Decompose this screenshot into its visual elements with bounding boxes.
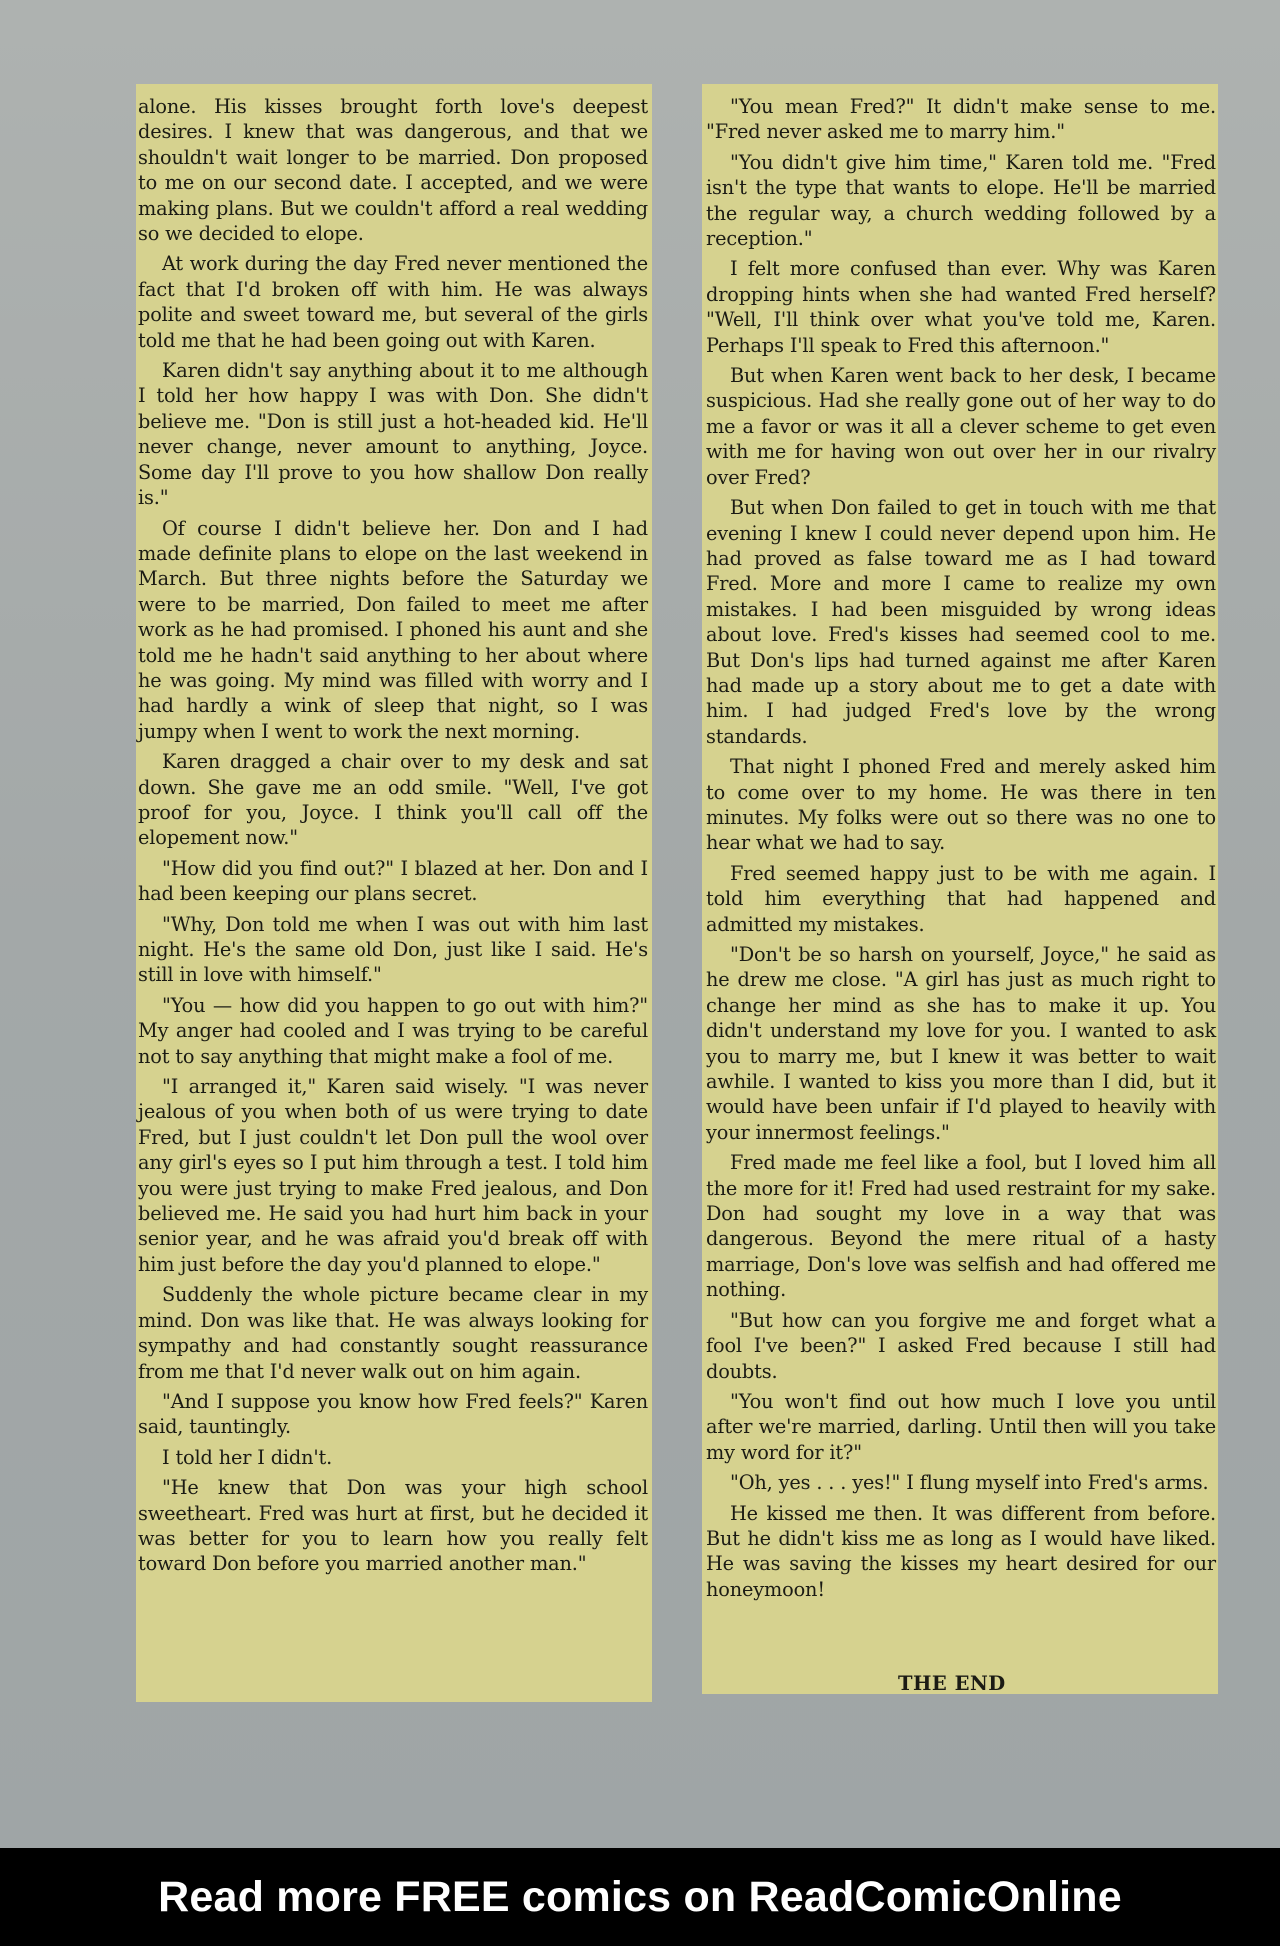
- story-paragraph: alone. His kisses brought forth love's deepest desires. I knew that was dangerous, and that we shouldn't wait longer to be married. Don proposed to me on our second date. I accepted, and we were making plans. But we couldn't afford a real wedding so we decided to elope.: [138, 95, 648, 246]
- story-paragraph: "Why, Don told me when I was out with him last night. He's the same old Don, just like I said. He's still in love with himself.": [138, 912, 648, 987]
- story-paragraph: At work during the day Fred never mentioned the fact that I'd broken off with him. He was always polite and sweet toward me, but several of the girls told me that he had been going out with Karen.: [138, 252, 648, 352]
- story-paragraph: "Don't be so harsh on yourself, Joyce," he said as he drew me close. "A girl has just as much right to change her mind as she has to make it up. You didn't understand my love for you. I wanted to ask you to marry me, but I knew it was better to wait awhile. I wanted to kiss you more than I did, but it would have been unfair if I'd played to heavily with your innermost feelings.": [706, 943, 1216, 1144]
- story-paragraph: He kissed me then. It was different from before. But he didn't kiss me as long as I would have liked. He was saving the kisses my heart desired for our honeymoon!: [706, 1501, 1216, 1601]
- story-paragraph: Fred seemed happy just to be with me again. I told him everything that had happened and admitted my mistakes.: [706, 861, 1216, 936]
- the-end-label: THE END: [898, 1672, 1006, 1695]
- story-paragraph: "But how can you forgive me and forget what a fool I've been?" I asked Fred because I still had doubts.: [706, 1308, 1216, 1383]
- story-paragraph: But when Karen went back to her desk, I became suspicious. Had she really gone out of her way to do me a favor or was it all a clever scheme to get even with me for having won out over her in our rivalry over Fred?: [706, 364, 1216, 489]
- story-paragraph: I told her I didn't.: [162, 1445, 333, 1469]
- story-column-right: [702, 84, 1218, 1694]
- story-paragraph: Fred made me feel like a fool, but I loved him all the more for it! Fred had used restraint for my sake. Don had sought my love in a way that was dangerous. Beyond the mere ritual of a hasty marriage, Don's love was selfish and had offered me nothing.: [706, 1151, 1216, 1302]
- story-paragraph: "How did you find out?" I blazed at her. Don and I had been keeping our plans secret.: [138, 856, 648, 906]
- story-paragraph: That night I phoned Fred and merely asked him to come over to my home. He was there in ten minutes. My folks were out so there was no one to hear what we had to say.: [706, 755, 1216, 855]
- story-paragraph: "And I suppose you know how Fred feels?" Karen said, tauntingly.: [138, 1389, 648, 1439]
- story-paragraph: Suddenly the whole picture became clear in my mind. Don was like that. He was always looking for sympathy and had constantly sought reassurance from me that I'd never walk out on him again.: [138, 1283, 648, 1383]
- story-paragraph: Karen didn't say anything about it to me although I told her how happy I was with Don. She didn't believe me. "Don is still just a hot-headed kid. He'll never change, never amount to anything, Joyce. Some day I'll prove to you how shallow Don really is.": [138, 359, 648, 510]
- story-paragraph: But when Don failed to get in touch with me that evening I knew I could never depend upon him. He had proved as false toward me as I had toward Fred. More and more I came to realize my own mistakes. I had been misguided by wrong ideas about love. Fred's kisses had seemed cool to me. But Don's lips had turned against me after Karen had made up a story about me to get a date with him. I had judged Fred's love by the wrong standards.: [706, 496, 1216, 748]
- story-paragraph: "You mean Fred?" It didn't make sense to me. "Fred never asked me to marry him.": [706, 95, 1216, 144]
- story-column-left: [136, 84, 652, 1702]
- story-paragraph: "I arranged it," Karen said wisely. "I was never jealous of you when both of us were trying to date Fred, but I just couldn't let Don pull the wool over any girl's eyes so I put him through a test. I told him you were just trying to make Fred jealous, and Don believed me. He said you had hurt him back in your senior year, and he was afraid you'd break off with him just before the day you'd planned to elope.": [138, 1075, 648, 1276]
- story-paragraph: I felt more confused than ever. Why was Karen dropping hints when she had wanted Fred herself? "Well, I'll think over what you've told me, Karen. Perhaps I'll speak to Fred this afternoon.": [706, 257, 1216, 357]
- story-paragraph: "You — how did you happen to go out with him?" My anger had cooled and I was trying to be careful not to say anything that might make a fool of me.: [138, 993, 648, 1068]
- story-paragraph: Of course I didn't believe her. Don and I had made definite plans to elope on the last weekend in March. But three nights before the Saturday we were to be married, Don failed to meet me after work as he had promised. I phoned his aunt and she told me he hadn't said anything to her about where he was going. My mind was filled with worry and I had hardly a wink of sleep that night, so I was jumpy when I went to work the next morning.: [138, 516, 648, 743]
- story-paragraph: "You won't find out how much I love you until after we're married, darling. Until then will you take my word for it?": [706, 1389, 1216, 1464]
- story-paragraph: Karen dragged a chair over to my desk and sat down. She gave me an odd smile. "Well, I've got proof for you, Joyce. I think you'll call off the elopement now.": [138, 750, 648, 850]
- promo-banner[interactable]: Read more FREE comics on ReadComicOnline: [0, 1848, 1280, 1946]
- story-paragraph: "You didn't give him time," Karen told me. "Fred isn't the type that wants to elope. He'll be married the regular way, a church wedding followed by a reception.": [706, 150, 1216, 251]
- story-paragraph: "He knew that Don was your high school sweetheart. Fred was hurt at first, but he decided it was better for you to learn how you really felt toward Don before you married another man.": [138, 1476, 648, 1576]
- story-paragraph: "Oh, yes . . . yes!" I flung myself into Fred's arms.: [730, 1471, 1209, 1495]
